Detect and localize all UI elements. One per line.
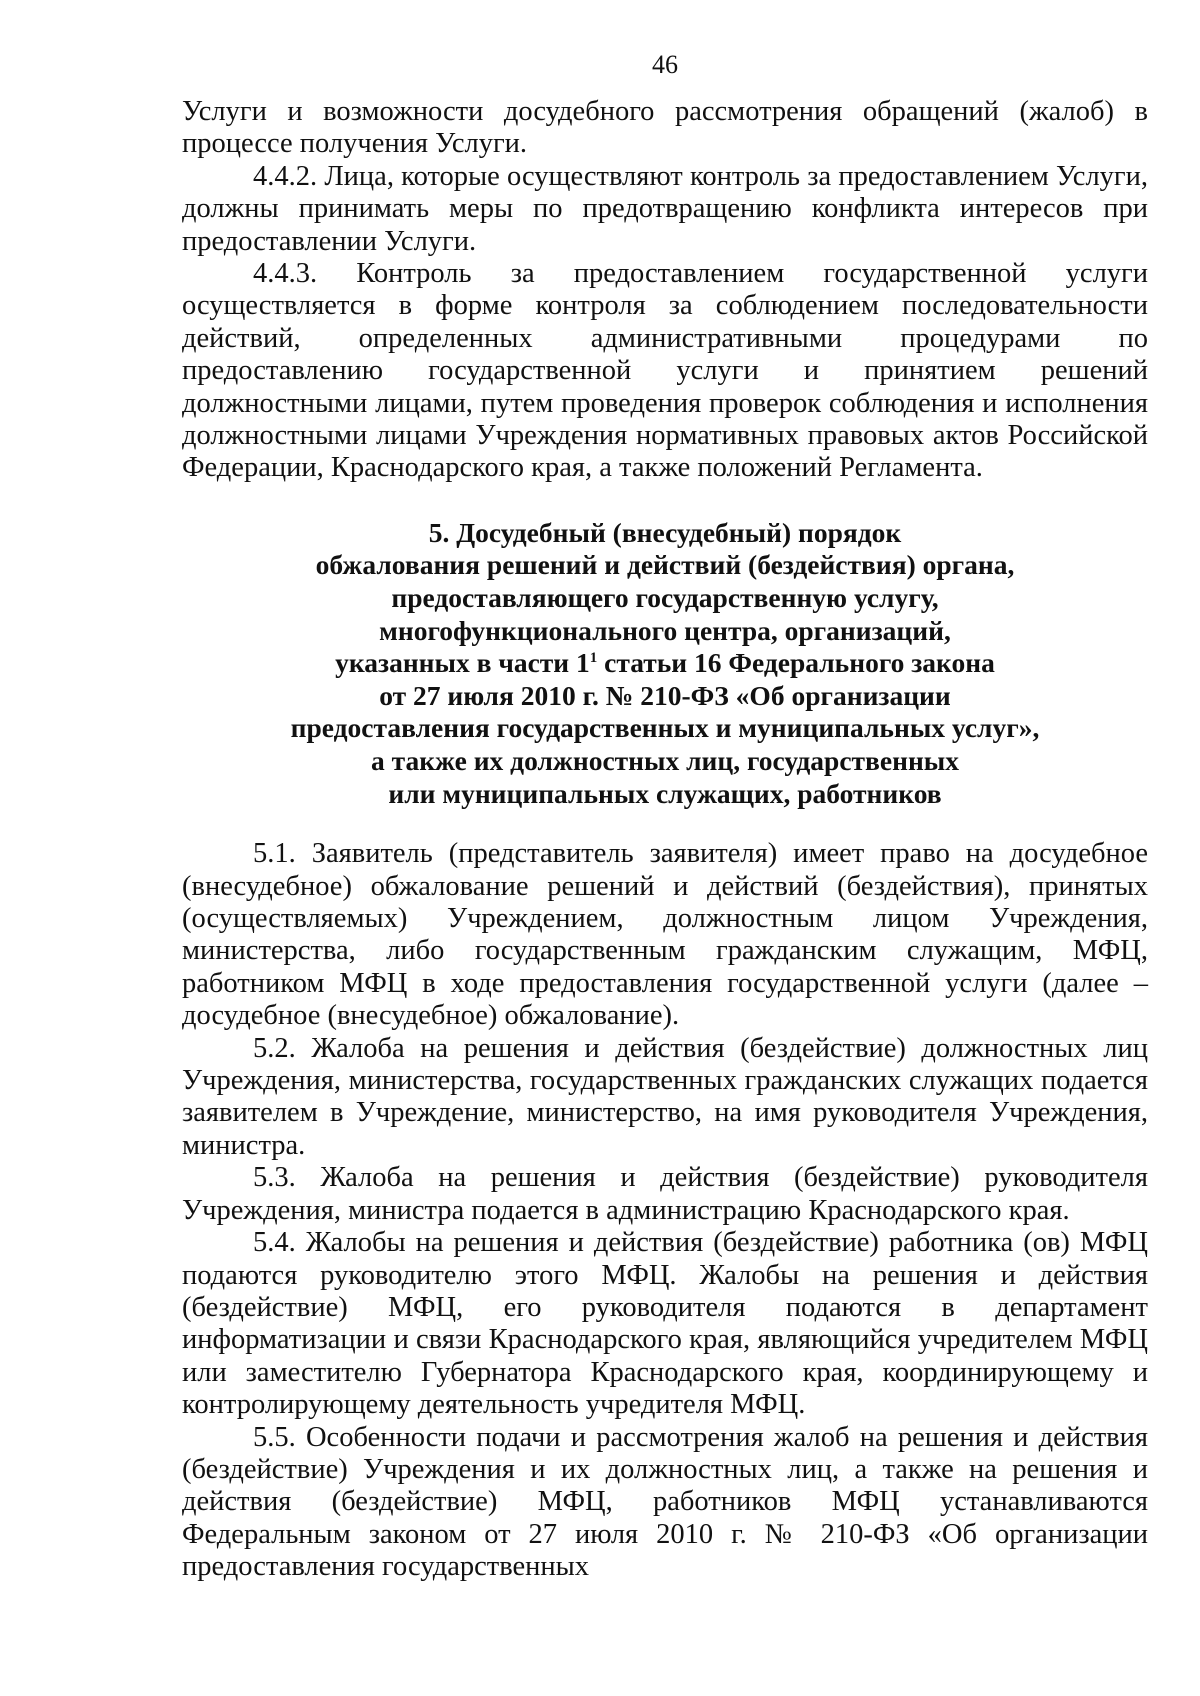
paragraph-continuation: Услуги и возможности досудебного рассмотрения обращений (жалоб) в процессе получения Услуги. <box>182 96 1148 160</box>
heading-line: от 27 июля 2010 г. № 210-ФЗ «Об организации <box>379 679 951 711</box>
heading-line: 5. Досудебный (внесудебный) порядок <box>428 516 902 548</box>
paragraph-5-2: 5.2. Жалоба на решения и действия (бездействие) должностных лиц Учреждения, министерства, государственных гражданских служащих подается заявителем в Учреждение, министерство, на имя руководителя Учреждения, министра. <box>182 1032 1148 1161</box>
document-page <box>182 48 1148 1584</box>
heading-line: а также их должностных лиц, государственных <box>370 745 960 777</box>
heading-line <box>182 647 1148 680</box>
section-5-heading <box>182 517 1148 810</box>
superscript: 1 <box>589 650 598 667</box>
heading-line: многофункционального центра, организаций, <box>379 614 951 646</box>
paragraph-5-1: 5.1. Заявитель (представитель заявителя) имеет право на досудебное (внесудебное) обжалование решений и действий (бездействия), принятых (осуществляемых) Учреждением, должностным лицом Учреждения, министерства, либо государственным гражданским служащим, МФЦ, работником МФЦ в ходе предоставления государственной услуги (далее – досудебное (внесудебное) обжалование). <box>182 838 1148 1032</box>
paragraph-4-4-3: 4.4.3. Контроль за предоставлением государственной услуги осуществляется в форме контроля за соблюдением последовательности действий, определенных административными процедурами по предоставлению государственной услуги и принятием решений должностными лицами, путем проведения проверок соблюдения и исполнения должностными лицами Учреждения нормативных правовых актов Российской Федерации, Краснодарского края, а также положений Регламента. <box>182 258 1148 484</box>
heading-line: предоставляющего государственную услугу, <box>391 582 939 614</box>
paragraph-5-3: 5.3. Жалоба на решения и действия (бездействие) руководителя Учреждения, министра подается в администрацию Краснодарского края. <box>182 1162 1148 1226</box>
paragraph-5-5: 5.5. Особенности подачи и рассмотрения жалоб на решения и действия (бездействие) Учреждения и их должностных лиц, а также на решения и действия (бездействие) МФЦ, работников МФЦ устанавливаются Федеральным законом от 27 июля 2010 г. № 210-ФЗ «Об организации предоставления государственных <box>182 1421 1148 1583</box>
heading-line: предоставления государственных и муниципальных услуг», <box>290 712 1040 744</box>
heading-line: обжалования решений и действий (бездействия) органа, <box>315 549 1015 581</box>
paragraph-5-4: 5.4. Жалобы на решения и действия (бездействие) работника (ов) МФЦ подаются руководителю этого МФЦ. Жалобы на решения и действия (бездействие) МФЦ, его руководителя подаются в департамент информатизации и связи Краснодарского края, являющийся учредителем МФЦ или заместителю Губернатора Краснодарского края, координирующему и контролирующему деятельность учредителя МФЦ. <box>182 1227 1148 1421</box>
heading-text: указанных в части 1 <box>335 647 590 679</box>
heading-text: статьи 16 Федерального закона <box>597 647 995 679</box>
heading-line: или муниципальных служащих, работников <box>388 777 942 809</box>
page-number: 46 <box>652 50 678 79</box>
paragraph-4-4-2: 4.4.2. Лица, которые осуществляют контроль за предоставлением Услуги, должны принимать меры по предотвращению конфликта интересов при предоставлении Услуги. <box>182 160 1148 257</box>
